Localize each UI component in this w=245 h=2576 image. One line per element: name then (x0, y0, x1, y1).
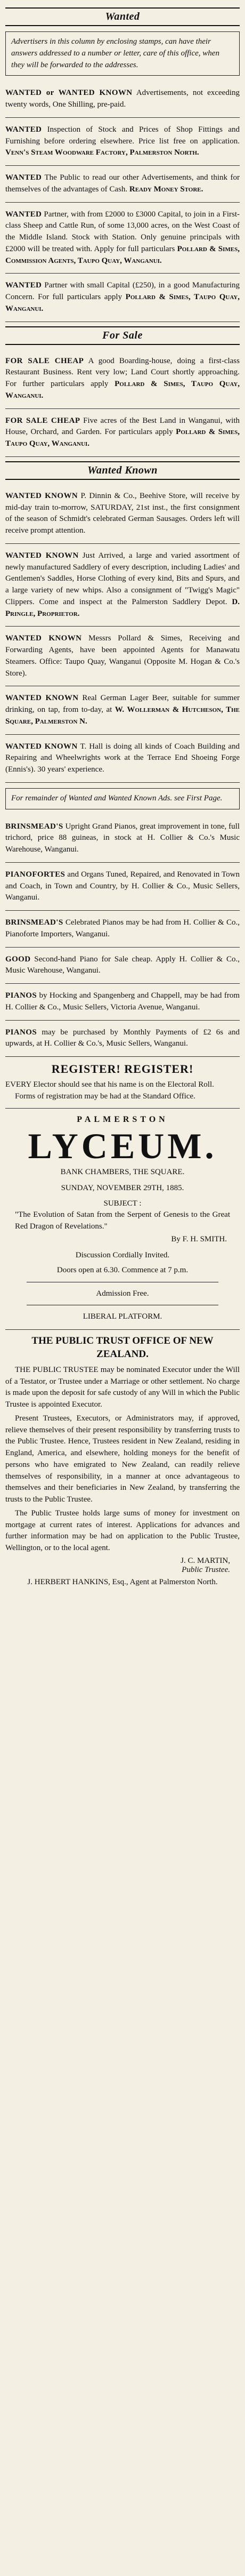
ad-body: Real German Lager Beer, suitable for summer drinking, on tap, from to-day, at (5, 694, 240, 714)
ad-music-3 (5, 911, 240, 948)
ad-wanted-4 (5, 203, 240, 274)
ad-firm: Pollard & Simes, Taupo Quay, Wanganui. (5, 428, 240, 448)
section-heading-wanted-known: Wanted Known (5, 461, 240, 480)
lyceum-platform: LIBERAL PLATFORM. (83, 1312, 162, 1321)
music-ads (5, 815, 240, 1057)
section-heading-for-sale: For Sale (5, 326, 240, 345)
public-trust-notice (5, 1334, 240, 1587)
register-forms: Forms of registration may be had at the Standard Office. (15, 1092, 195, 1101)
ad-music-5 (5, 984, 240, 1021)
ad-lead: WANTED KNOWN (5, 551, 79, 560)
ad-body: P. Dinnin & Co., Beehive Store, will receive by mid-day train to-morrow, SATURDAY, 21st inst., the first consignment of the season of Schmidt's celebrated German Sausages. Orders left will receive prompt attention. (5, 491, 240, 535)
ad-body: Messrs Pollard & Simes, Receiving and Forwarding Agents, have been appointed Agents for Manawatu Steamers. Office: Taupo Quay, Wanganui (Opposite M. Hogan & Co.'s Store). (5, 634, 240, 678)
ad-body: Just Arrived, a large and varied assortment of newly manufactured Saddlery of every description, including Ladies' and Gentlemen's Saddles, Horse Clothing of every kind, Bits and Spurs, and a large variety of new whips. Also a consignment of "Twigg's Magic" Clippers. Come and inspect at the Palmerston Saddlery Depot. (5, 551, 240, 606)
ad-lead: PIANOS (5, 991, 37, 1000)
remainder-note: For remainder of Wanted and Wanted Known Ads. see First Page. (11, 793, 223, 803)
ad-body: Inspection of Stock and Prices of Shop Fittings and Furnishing before ordering elsewhere. Price list free on application. (5, 125, 240, 146)
ad-music-2 (5, 863, 240, 911)
ad-lead: WANTED (5, 173, 42, 182)
wanted-ads (5, 81, 240, 322)
ad-body: Celebrated Pianos may be had from H. Collier & Co., Pianoforte Importers, Wanganui. (5, 918, 240, 938)
lyceum-subject: "The Evolution of Satan from the Serpent of Genesis to the Great Red Dragon of Revelations." (15, 1210, 230, 1231)
ad-lead: WANTED (5, 281, 42, 290)
ad-firm: W. Wollerman & Hutcheson, The Square, Palmerston N. (5, 705, 240, 726)
register-body: EVERY Elector should see that his name is on the Electoral Roll. (5, 1080, 214, 1089)
ad-body: Partner with small Capital (£250), in a good Manufacturing Concern. For full particulars apply (5, 281, 240, 301)
lyceum-notice (5, 1115, 240, 1330)
ad-lead: FOR SALE CHEAP (5, 416, 80, 425)
ad-lead: WANTED KNOWN (5, 491, 78, 500)
ad-body: Advertisements, not exceeding twenty words, One Shilling, pre-paid. (5, 89, 240, 109)
public-trust-agent: J. HERBERT HANKINS, Esq., Agent at Palmerston North. (27, 1577, 218, 1586)
ad-firm: Pollard & Simes, Taupo Quay, Wanganui. (5, 293, 240, 313)
lyceum-speaker: By F. H. SMITH. (171, 1234, 227, 1243)
wanted-known-ads (5, 484, 240, 783)
public-trust-title: THE PUBLIC TRUST OFFICE OF NEW ZEALAND. (31, 1335, 214, 1360)
ad-lead: WANTED (5, 210, 42, 219)
ad-lead: PIANOFORTES (5, 870, 66, 879)
lyceum-date: SUNDAY, NOVEMBER 29TH, 1885. (61, 1184, 184, 1192)
ad-wanted-2 (5, 118, 240, 166)
lyceum-discussion: Discussion Cordially Invited. (75, 1250, 170, 1259)
ad-wanted-known-5 (5, 735, 240, 783)
public-trust-paragraph: THE PUBLIC TRUSTEE may be nominated Executor under the Will of a Testator, or Trustee under a Marriage or other settlement. No charge is made upon the deposit for safe custody of any Will in which the Public Trustee is appointed Executor. (5, 1365, 240, 1409)
ad-body: by Hocking and Spangenberg and Chappell, may be had from H. Collier & Co., Music Sellers, Victoria Avenue, Wanganui. (5, 991, 240, 1012)
ad-lead: WANTED KNOWN (5, 694, 79, 703)
ad-for-sale-2 (5, 409, 240, 457)
ad-body: Upright Grand Pianos, great improvement in tone, full trichord, price 88 guineas, in stock at H. Collier & Co.'s Music Warehouse, Wanganui. (5, 822, 240, 854)
ad-music-6 (5, 1021, 240, 1057)
ad-wanted-known-2 (5, 544, 240, 627)
lyceum-admission: Admission Free. (96, 1289, 149, 1298)
ad-body: The Public to read our other Advertisements, and think for themselves of the advantages of Cash. (5, 173, 240, 194)
ad-lead: BRINSMEAD'S (5, 822, 63, 831)
ad-for-sale-1 (5, 349, 240, 409)
lyceum-address: BANK CHAMBERS, THE SQUARE. (60, 1167, 185, 1176)
ad-wanted-1 (5, 81, 240, 118)
ad-wanted-known-1 (5, 484, 240, 544)
lyceum-town: PALMERSTON (77, 1114, 168, 1124)
public-trust-paragraph: Present Trustees, Executors, or Administrators may, if approved, relieve themselves of their present responsibility by transferring trusts to the Public Trustee. Hence, Trustees resident in New Zealand, residing in England, America, and elsewhere, holding moneys for the benefit of persons who have emigrated to New Zealand, can readily relieve themselves of responsibility, in a manner at once advantageous to themselves and their beneficiaries in New Zealand, by transferring the trusts to the Public Trustee. (5, 1414, 240, 1504)
ad-body: Five acres of the Best Land in Wanganui, with House, Orchard, and Garden. For particulars apply (5, 416, 240, 437)
register-title: REGISTER! REGISTER! (51, 1062, 194, 1076)
ad-lead: WANTED KNOWN (5, 634, 82, 643)
ad-body: A good Boarding-house, doing a first-class Restaurant Business. Rent very low; Land Court shortly approaching. For further particulars apply (5, 356, 240, 388)
ad-body: may be purchased by Monthly Payments of £2 6s and upwards, at H. Collier & Co.'s, Music Sellers, Wanganui. (5, 1028, 240, 1048)
ad-lead: WANTED or WANTED KNOWN (5, 89, 133, 98)
ad-firm: Venn's Steam Woodware Factory, Palmerston North. (5, 148, 199, 157)
ad-firm: Ready Money Store. (129, 184, 203, 194)
ad-body: Second-hand Piano for Sale cheap. Apply H. Collier & Co., Music Warehouse, Wanganui. (5, 954, 240, 975)
newspaper-column (5, 0, 240, 1587)
ad-lead: WANTED (5, 125, 42, 134)
lyceum-subject-label: SUBJECT : (103, 1199, 142, 1208)
ad-lead: WANTED KNOWN (5, 742, 78, 751)
wanted-notice: Advertisers in this column by enclosing stamps, can have their answers addressed to a number or letter, care of this office, when they will be forwarded to the addresses. (11, 37, 219, 69)
ad-firm: Pollard & Simes, Commission Agents, Taupo Quay, Wanganui. (5, 244, 240, 265)
ad-music-4 (5, 948, 240, 984)
ad-wanted-5 (5, 274, 240, 322)
ad-music-1 (5, 815, 240, 863)
ad-body: T. Hall is doing all kinds of Coach Building and Repairing and Wheelwrights work at the Terrace End Shoeing Forge (Ennis's). 30 years' experience. (5, 742, 240, 774)
ad-body: Partner, with from £2000 to £3000 Capital, to join in a First-class Sheep and Cattle Run, of some 13,000 acres, on the West Coast of the Middle Island. Stock with Station. Only genuine principals with £2000 will be treated with. Apply for full particulars (5, 210, 240, 253)
remainder-note-box (5, 788, 240, 809)
public-trust-signatory-role: Public Trustee. (182, 1565, 230, 1574)
ad-firm: D. Pringle, Proprietor. (5, 597, 240, 618)
wanted-notice-box (5, 31, 240, 76)
ad-wanted-known-3 (5, 627, 240, 686)
ad-firm: Pollard & Simes, Taupo Quay, Wanganui. (5, 380, 240, 400)
for-sale-ads (5, 349, 240, 457)
ad-lead: FOR SALE CHEAP (5, 356, 84, 365)
ad-wanted-3 (5, 166, 240, 203)
lyceum-doors: Doors open at 6.30. Commence at 7 p.m. (56, 1266, 189, 1274)
public-trust-signatory: J. C. MARTIN, (181, 1556, 230, 1565)
register-notice (5, 1062, 240, 1109)
section-heading-wanted: Wanted (5, 7, 240, 26)
ad-lead: GOOD (5, 954, 31, 964)
ad-body: and Organs Tuned, Repaired, and Renovated in Town and Coach, in Town and Country, by H. Collier & Co., Music Sellers, Wanganui. (5, 870, 240, 902)
lyceum-name: LYCEUM. (28, 1125, 217, 1166)
ad-lead: PIANOS (5, 1028, 37, 1037)
ad-lead: BRINSMEAD'S (5, 918, 63, 927)
public-trust-paragraph: The Public Trustee holds large sums of money for investment on mortgage at current rates of interest. Applications for advances and further information may be had on application to the Public Trustee, Wellington, or to the local agent. (5, 1508, 240, 1553)
ad-wanted-known-4 (5, 686, 240, 734)
